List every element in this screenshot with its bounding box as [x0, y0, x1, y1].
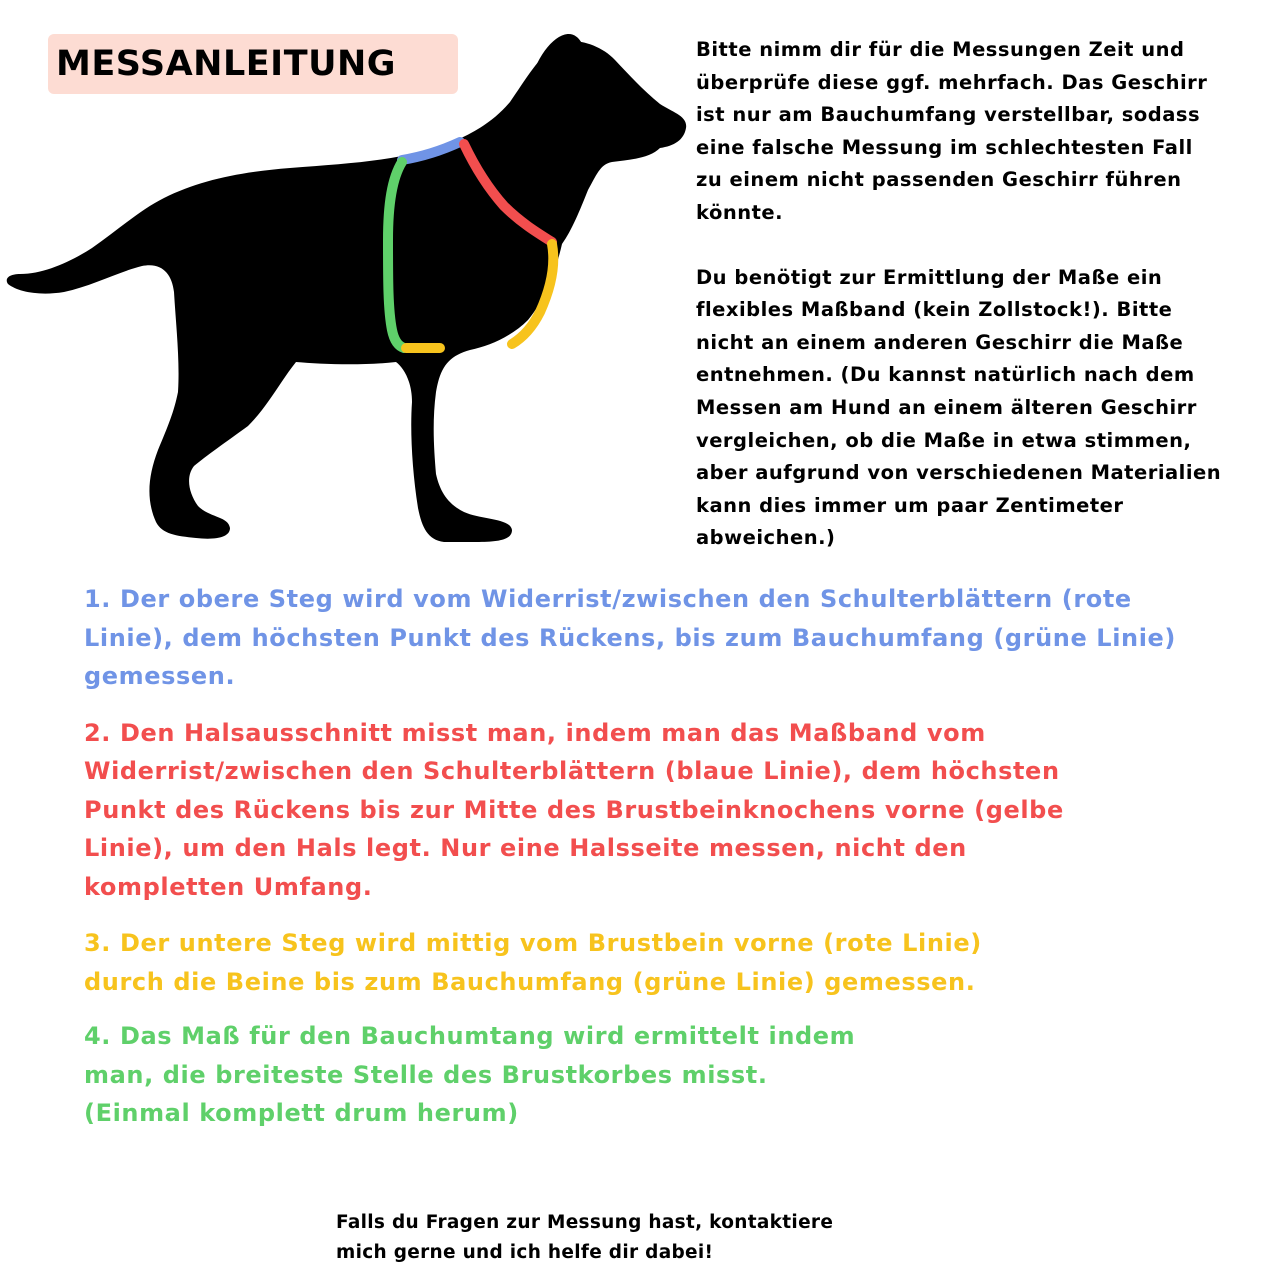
- intro-line: aber aufgrund von verschiedenen Materialien: [696, 461, 1222, 485]
- measurement-steps: [84, 580, 1264, 1133]
- step-line: Widerrist/zwischen den Schulterblättern (blaue Linie), dem höchsten: [84, 757, 1060, 785]
- intro-line: Bitte nimm dir für die Messungen Zeit und: [696, 38, 1185, 61]
- step-line: 4. Das Maß für den Bauchumtang wird ermittelt indem: [84, 1022, 856, 1050]
- intro-paragraph-1: [696, 34, 1276, 230]
- step-line: 3. Der untere Steg wird mittig vom Brustbein vorne (rote Linie): [84, 929, 982, 957]
- intro-line: abweichen.): [696, 526, 836, 550]
- intro-line: Du benötigt zur Ermittlung der Maße ein: [696, 265, 1163, 289]
- footer-line: mich gerne und ich helfe dir dabei!: [336, 1242, 714, 1263]
- intro-line: ist nur am Bauchumfang verstellbar, sodass: [696, 103, 1201, 127]
- step-1-upper-strap: [84, 580, 1264, 696]
- step-4-belly-girth: [84, 1017, 1264, 1133]
- dog-silhouette: [7, 41, 686, 542]
- intro-line: entnehmen. (Du kannst natürlich nach dem: [696, 363, 1195, 387]
- intro-paragraph-2: [696, 262, 1276, 555]
- dog-silhouette-illustration: [0, 30, 700, 560]
- intro-line: Messen am Hund an einem älteren Geschirr: [696, 395, 1197, 419]
- step-3-lower-strap: [84, 924, 1264, 1001]
- footer-line: Falls du Fragen zur Messung hast, kontaktiere: [336, 1212, 834, 1233]
- step-line: Punkt des Rückens bis zur Mitte des Brustbeinknochens vorne (gelbe: [84, 795, 1064, 824]
- intro-line: nicht an einem anderen Geschirr die Maße: [696, 330, 1184, 354]
- step-line: man, die breiteste Stelle des Brustkorbes misst.: [84, 1060, 768, 1089]
- contact-note: [336, 1208, 833, 1268]
- step-line: 1. Der obere Steg wird vom Widerrist/zwischen den Schulterblättern (rote: [84, 585, 1132, 613]
- intro-text: [696, 34, 1276, 555]
- intro-line: eine falsche Messung im schlechtesten Fall: [696, 135, 1193, 159]
- step-2-neck-opening: [84, 714, 1264, 907]
- intro-line: zu einem nicht passenden Geschirr führen: [696, 168, 1182, 192]
- step-line: kompletten Umfang.: [84, 872, 373, 901]
- intro-line: flexibles Maßband (kein Zollstock!). Bitte: [696, 298, 1173, 322]
- step-line: (Einmal komplett drum herum): [84, 1099, 519, 1127]
- intro-line: kann dies immer um paar Zentimeter: [696, 493, 1124, 517]
- intro-line: überprüfe diese ggf. mehrfach. Das Geschirr: [696, 70, 1208, 94]
- step-line: 2. Den Halsausschnitt misst man, indem man das Maßband vom: [84, 718, 986, 747]
- step-line: Linie), um den Hals legt. Nur eine Halsseite messen, nicht den: [84, 834, 967, 862]
- page-title: MESSANLEITUNG: [56, 44, 397, 84]
- step-line: gemessen.: [84, 662, 236, 690]
- intro-line: könnte.: [696, 200, 784, 224]
- step-line: durch die Beine bis zum Bauchumfang (grüne Linie) gemessen.: [84, 967, 976, 996]
- step-line: Linie), dem höchsten Punkt des Rückens, bis zum Bauchumfang (grüne Linie): [84, 623, 1176, 652]
- intro-line: vergleichen, ob die Maße in etwa stimmen,: [696, 428, 1192, 452]
